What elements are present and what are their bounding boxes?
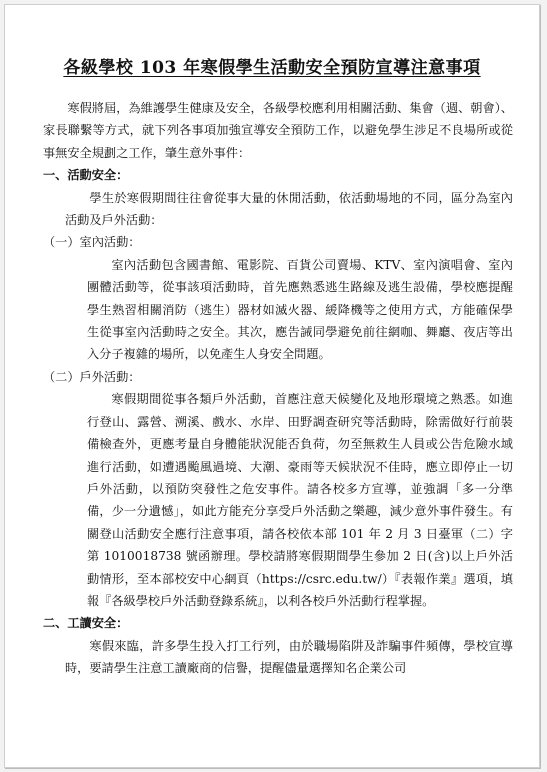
document-page [4, 4, 540, 768]
section-work-paragraph: 寒假來臨，許多學生投入打工行列，由於職場陷阱及詐騙事件頻傳，學校宣導時，要請學生注意工讀廠商的信譽，提醒儘量選擇知名企業公司 [65, 638, 513, 676]
document-body [43, 97, 513, 680]
subsection-heading-outdoor: （二）戶外活動： [43, 369, 141, 384]
section-activity-paragraph: 學生於寒假期間往往會從事大量的休閒活動，依活動場地的不同，區分為室內活動及戶外活動： [65, 190, 513, 228]
subsection-outdoor-paragraph: 寒假期間從事各類戶外活動，首應注意天候變化及地形環境之熟悉。如進行登山、露營、溯溪、戲水、水岸、田野調查研究等活動時，除需做好行前裝備檢查外，更應考量自身體能狀況能否負荷，勿至無救生人員或公告危險水域進行活動，如遭遇颱風過境、大潮、豪雨等天候狀況不佳時，應立即停止一切戶外活動，以預防突發性之危安事件。請各校多方宣導，並強調「多一分準備，少一分遺憾」，如此方能充分享受戶外活動之樂趣，減少意外事件發生。有關登山活動安全應行注意事項，請各校依本部 101 年 2 月 3 日臺軍（二）字第 1010018738 號函辦理。學校請將寒假期間學生參加 2 日(含)以上戶外活動情形，至本部校安中心網頁（https://csrc.edu.tw/）『表報作業』選項，填報『各級學校戶外活動登錄系統』，以利各校戶外活動行程掌握。 [87, 392, 513, 608]
subsection-indoor-paragraph: 室內活動包含國書館、電影院、百貨公司賣場、KTV、室內演唱會、室內團體活動等，從事該項活動時，首先應熟悉逃生路線及逃生設備，學校應提醒學生熟習相關消防（逃生）器材如滅火器、緩降機等之使用方式，方能確保學生從事室內活動時之安全。其次，應告誡同學避免前往網咖、舞廳、夜店等出入分子複雜的場所，以免產生人身安全問題。 [87, 257, 513, 362]
subsection-heading-indoor: （一）室內活動： [43, 235, 141, 250]
section-heading-activity-safety: 一、活動安全： [43, 168, 129, 183]
section-heading-work-safety: 二、工讀安全： [43, 616, 129, 631]
intro-paragraph: 寒假將屆，為維護學生健康及安全，各級學校應利用相關活動、集會（週、朝會）、家長聯繫等方式，就下列各事項加強宣導安全預防工作，以避免學生涉足不良場所或從事無安全規劃之工作，肇生意外事件： [43, 101, 513, 160]
document-title: 各級學校 103 年寒假學生活動安全預防宣導注意事項 [63, 58, 481, 78]
